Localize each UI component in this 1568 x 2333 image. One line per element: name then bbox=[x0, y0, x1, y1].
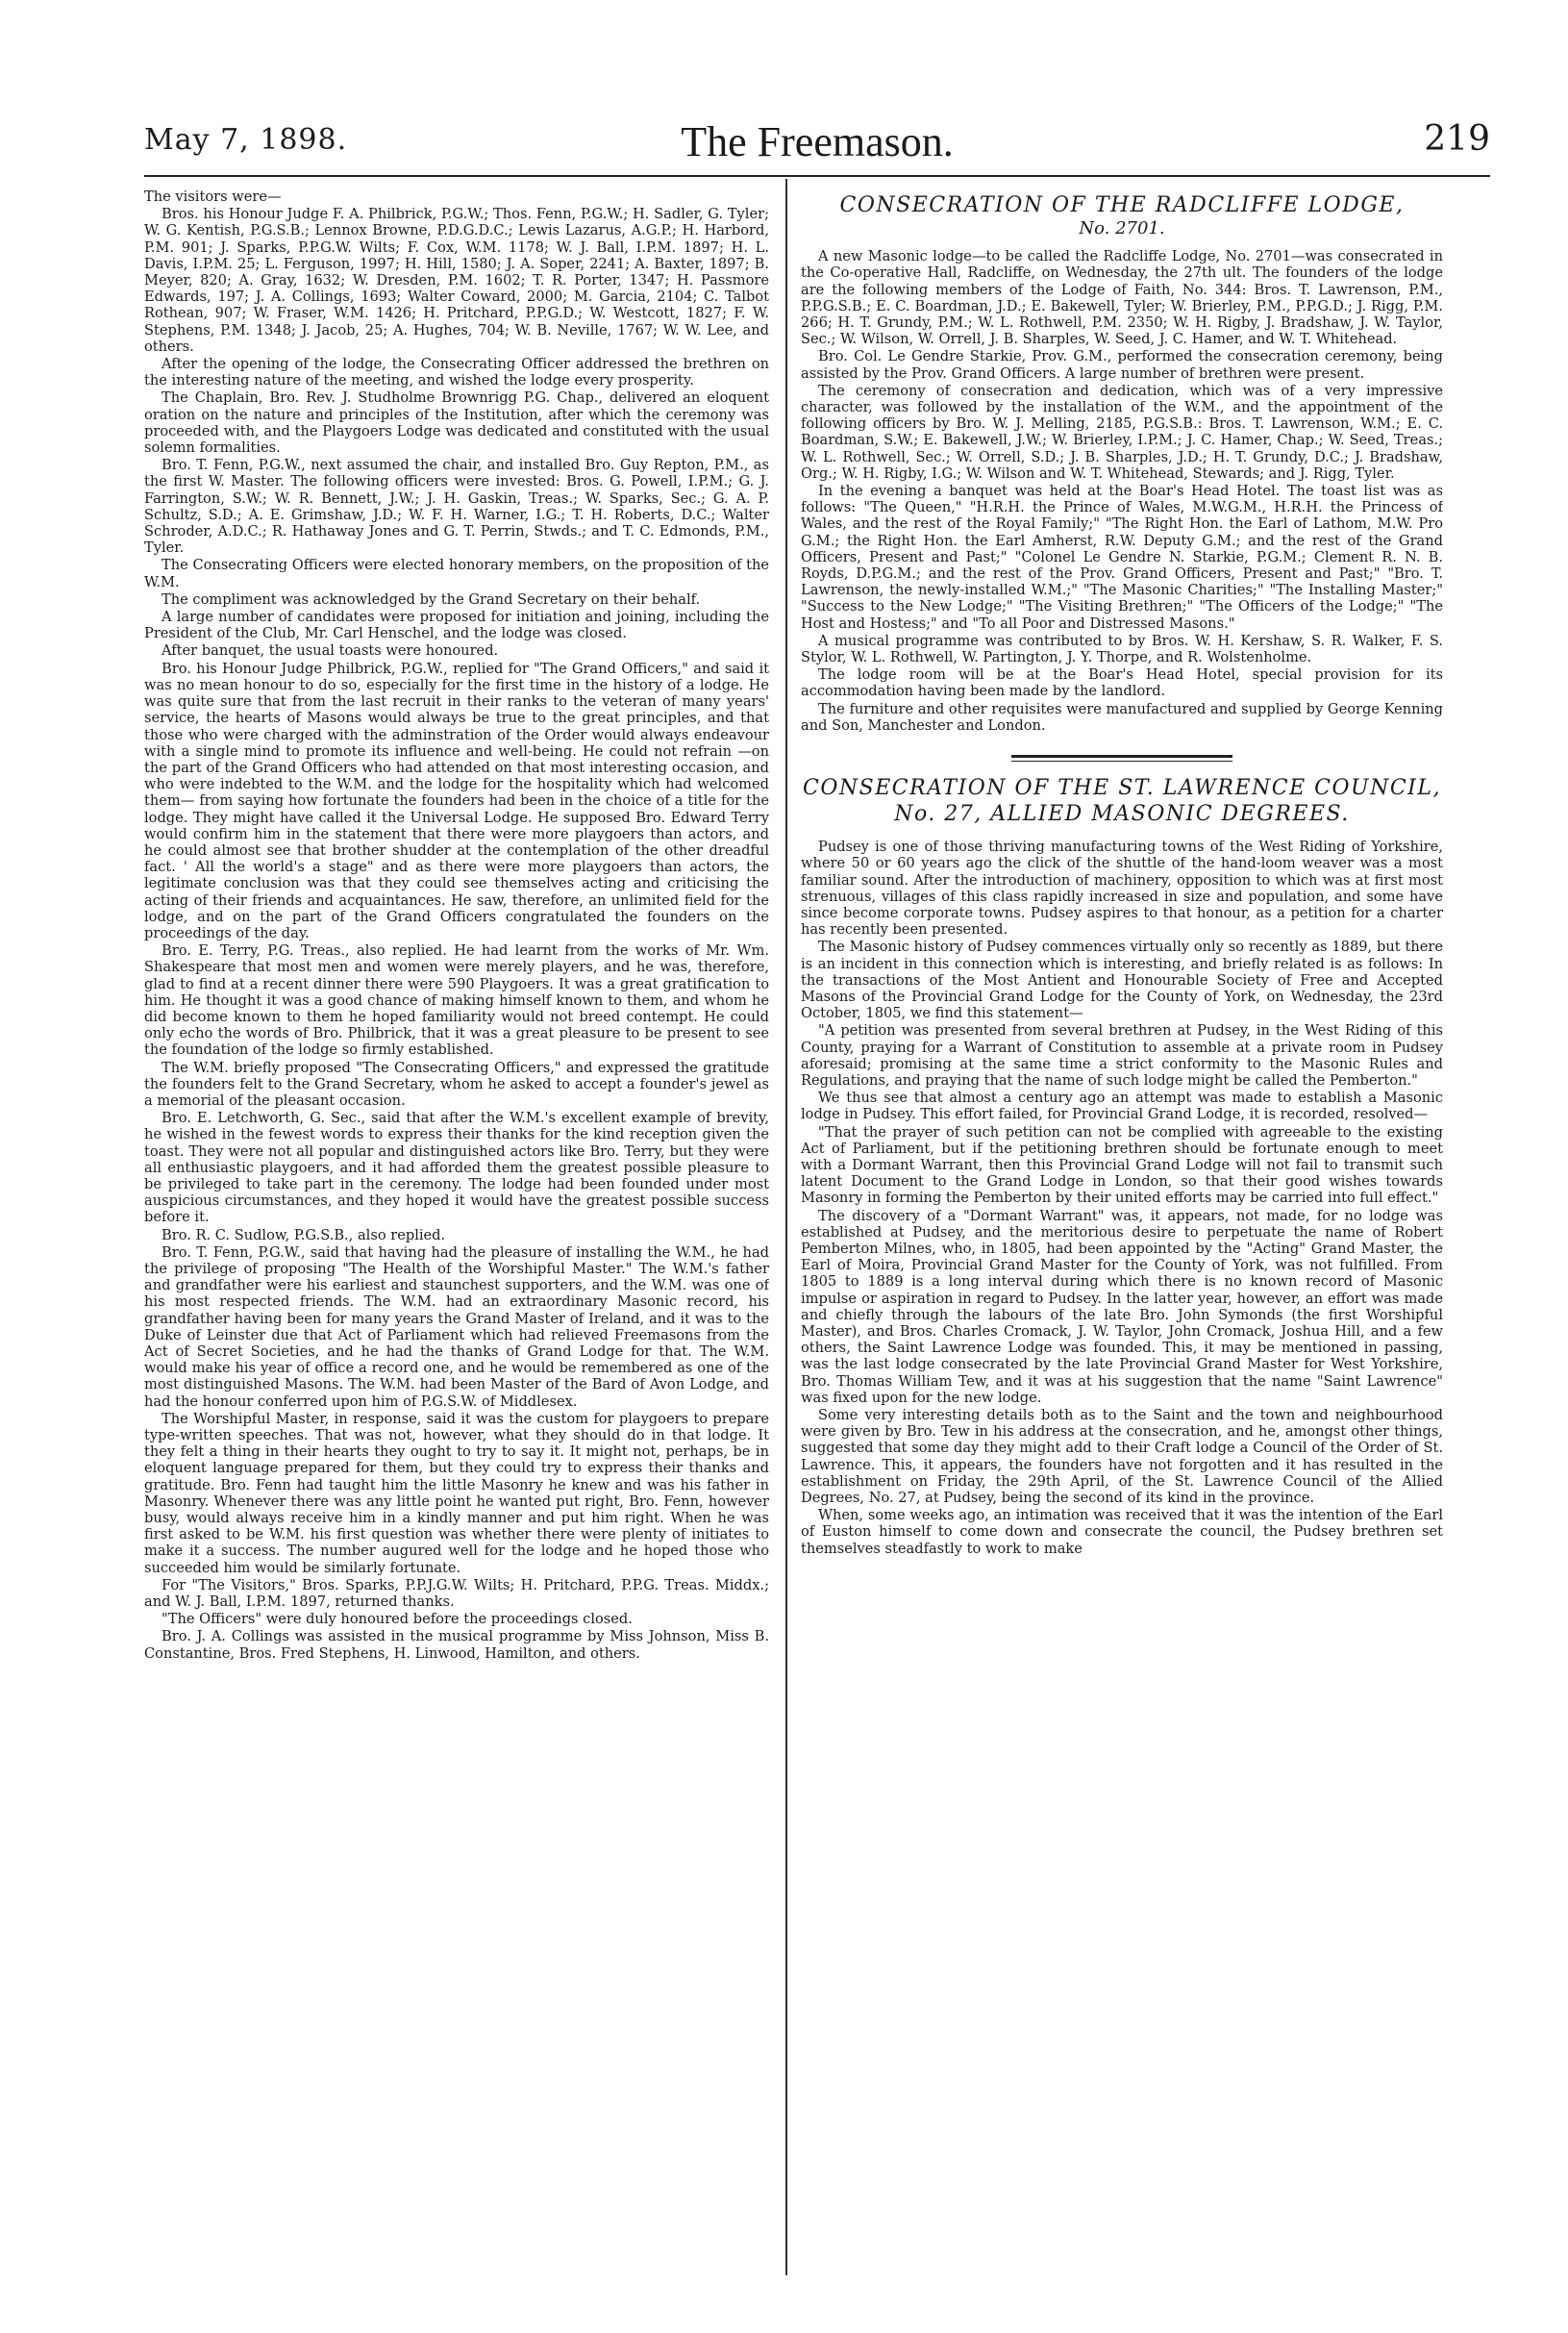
paragraph: A large number of candidates were proposed for initiation and joining, including the President of the Club, Mr. Carl Henschel, and the lodge was closed. bbox=[144, 609, 769, 642]
paragraph: Bro. E. Letchworth, G. Sec., said that after the W.M.'s excellent example of brevity, he wished in the fewest words to express their thanks for the kind reception given the toast. They were not all popular and distinguished actors like Bro. Terry, but they were all enthusiastic playgoers, and it had afforded them the greatest possible pleasure to be privileged to take part in the ceremony. The lodge had been founded under most auspicious circumstances, and they hoped it would have the greatest possible success before it. bbox=[144, 1110, 769, 1226]
paragraph: Pudsey is one of those thriving manufacturing towns of the West Riding of Yorkshire, where 50 or 60 years ago the click of the shuttle of the hand-loom weaver was a most familiar sound. After the introduction of machinery, opposition to which was at first most strenuous, villages of this class rapidly increased in size and population, and some have since become corporate towns. Pudsey aspires to that honour, as a petition for a charter has recently been presented. bbox=[801, 839, 1443, 939]
newspaper-title: The Freemason. bbox=[681, 118, 954, 165]
paragraph: Bro. his Honour Judge Philbrick, P.G.W., replied for "The Grand Officers," and said it was no mean honour to do so, especially for the first time in the history of a lodge. He was quite sure that from the last recruit in their ranks to the veteran of many years' service, the hearts of Masons would always be true to the great principles, and that those who were charged with the adminstration of the Order would always endeavour with a single mind to promote its influence and well-being. He could not refrain —on the part of the Grand Officers who had attended on that most interesting occasion, and who were indebted to the W.M. and the lodge for the hospitality which had welcomed them— from saying how fortunate the founders had been in the choice of a title for the lodge. They might have called it the Universal Lodge. He supposed Bro. Edward Terry would confirm him in the statement that there were more playgoers than actors, and he could almost see that brother shudder at the contemplation of the other dreadful fact. ' All the world's a stage" and as there were more playgoers than actors, the legitimate conclusion was that they could see themselves acting and criticising the acting of their friends and acquaintances. He saw, therefore, an unlimited field for the lodge, and on the part of the Grand Officers congratulated the founders on the proceedings of the day. bbox=[144, 660, 769, 941]
paragraph: Bro. R. C. Sudlow, P.G.S.B., also replied. bbox=[162, 1226, 446, 1243]
paragraph: For "The Visitors," Bros. Sparks, P.P.J.G.W. Wilts; H. Pritchard, P.P.G. Treas. Middx.; and W. J. Ball, I.P.M. 1897, returned thanks. bbox=[144, 1576, 769, 1611]
paragraph: Some very interesting details both as to the Saint and the town and neighbourhood were given by Bro. Tew in his address at the consecration, and he, amongst other things, suggested that some day they might add to their Craft lodge a Council of the Order of St. Lawrence. This, it appears, the founders have not forgotten and it has resulted in the establishment on Friday, the 29th April, of the St. Lawrence Council of the Allied Degrees, No. 27, at Pudsey, being the second of its kind in the province. bbox=[801, 1407, 1443, 1507]
paragraph: The ceremony of consecration and dedication, which was of a very impressive character, was followed by the installation of the W.M., and the appointment of the following officers by Bro. W. J. Melling, 2185, P.G.S.B.: Bros. T. Lawrenson, W.M.; E. C. Boardman, S.W.; E. Bakewell, J.W.; W. Brierley, I.P.M.; J. C. Hamer, Chap.; W. Seed, Treas.; W. L. Rothwell, Sec.; W. Orrell, S.D.; J. B. Sharples, J.D.; H. T. Grundy, D.C.; J. Bradshaw, Org.; W. H. Rigby, I.G.; W. Wilson and W. T. Whitehead, Stewards; and J. Rigg, Tyler. bbox=[801, 382, 1443, 482]
paragraph: When, some weeks ago, an intimation was received that it was the intention of the Earl of Euston himself to come down and consecrate the council, the Pudsey brethren set themselves steadfastly to work to make bbox=[801, 1507, 1443, 1557]
paragraph: Bro. Col. Le Gendre Starkie, Prov. G.M., performed the consecration ceremony, being assisted by the Prov. Grand Officers. A large number of brethren were present. bbox=[801, 348, 1443, 382]
paragraph: The furniture and other requisites were manufactured and supplied by George Kenning and Son, Manchester and London. bbox=[801, 700, 1443, 734]
paragraph: The W.M. briefly proposed "The Consecrating Officers," and expressed the gratitude the founders felt to the Grand Secretary, whom he asked to accept a founder's jewel as a memorial of the pleasant occasion. bbox=[144, 1059, 769, 1109]
paragraph: Bros. his Honour Judge F. A. Philbrick, P.G.W.; Thos. Fenn, P.G.W.; H. Sadler, G. Tyler; W. G. Kentish, P.G.S.B.; Lennox Browne, P.D.G.D.C.; Lewis Lazarus, A.G.P.; H. Harbord, P.M. 901; J. Sparks, P.P.G.W. Wilts; F. Cox, W.M. 1178; W. J. Ball, I.P.M. 1897; H. L. Davis, I.P.M. 25; L. Ferguson, 1997; H. Hill, 1580; J. A. Soper, 2241; A. Baxter, 1897; B. Meyer, 820; A. Gray, 1632; W. Dresden, P.M. 1602; T. R. Porter, 1347; H. Passmore Edwards, 197; J. A. Collings, 1693; Walter Coward, 2000; M. Garcia, 2104; C. Talbot Rothean, 907; W. Fraser, W.M. 1426; H. Pritchard, P.P.G.D.; W. Westcott, 1827; F. W. Stephens, P.M. 1348; J. Jacob, 25; A. Hughes, 704; W. B. Neville, 1767; W. W. Lee, and others. bbox=[144, 206, 769, 355]
paragraph: Bro. T. Fenn, P.G.W., said that having had the pleasure of installing the W.M., he had the privilege of proposing "The Health of the Worshipful Master." The W.M.'s father and grandfather were his earliest and staunchest supporters, and the W.M. was one of his most respected friends. The W.M. had an extraordinary Masonic record, his grandfather having been for many years the Grand Master of Ireland, and it was to the Duke of Leinster due that Act of Parliament which had relieved Freemasons from the Act of Secret Societies, and he had the thanks of Grand Lodge for that. The W.M. would make his year of office a record one, and he would be remembered as one of the most distinguished Masons. The W.M. had been Master of the Bard of Avon Lodge, and had the honour conferred upon him of P.G.S.W. of Middlesex. bbox=[144, 1243, 769, 1410]
paragraph: In the evening a banquet was held at the Boar's Head Hotel. The toast list was as follows: "The Queen," "H.R.H. the Prince of Wales, M.W.G.M., H.R.H. the Princess of Wales, and the rest of the Royal Family;" "The Right Hon. the Earl of Lathom, M.W. Pro G.M.; the Right Hon. the Earl Amherst, R.W. Deputy G.M.; and the rest of the Grand Officers, Present and Past;" "Colonel Le Gendre N. Starkie, P.G.M.; Clement R. N. B. Royds, D.P.G.M.; and the rest of the Prov. Grand Officers, Present and Past;" "Bro. T. Lawrenson, the newly-installed W.M.;" "The Masonic Charities;" "The Installing Master;" "Success to the New Lodge;" "The Visiting Brethren;" "The Officers of the Lodge;" "The Host and Hostess;" and "To all Poor and Distressed Masons." bbox=[801, 483, 1443, 632]
paragraph: The Masonic history of Pudsey commences virtually only so recently as 1889, but there is an incident in this connection which is interesting, and briefly related is as follows: In the transactions of the Most Antient and Honourable Society of Free and Accepted Masons of the Provincial Grand Lodge for the County of York, on Wednesday, the 23rd October, 1805, we find this statement— bbox=[801, 939, 1443, 1022]
paragraph: "The Officers" were duly honoured before the proceedings closed. bbox=[162, 1611, 633, 1628]
column-divider bbox=[785, 179, 787, 2275]
paragraph: Bro. J. A. Collings was assisted in the musical programme by Miss Johnson, Miss B. Constantine, Bros. Fred Stephens, H. Linwood, Hamilton, and others. bbox=[144, 1628, 769, 1662]
article-title-st-lawrence: CONSECRATION OF THE ST. LAWRENCE COUNCIL, No. 27, ALLIED MASONIC DEGREES. bbox=[803, 776, 1441, 827]
masthead bbox=[144, 117, 1490, 175]
quoted-paragraph: "That the prayer of such petition can not be complied with agreeable to the existing Act of Parliament, but if the petitioning brethren should be fortunate enough to meet with a Dormant Warrant, then this Provincial Grand Lodge will not fail to transmit such latent Document to the Grand Lodge in London, so that their good wishes towards Masonry in forming the Pemberton by their united efforts may be carried into full effect." bbox=[801, 1123, 1443, 1207]
paragraph: The Chaplain, Bro. Rev. J. Studholme Brownrigg P.G. Chap., delivered an eloquent oration on the nature and principles of the Institution, after which the ceremony was proceeded with, and the Playgoers Lodge was dedicated and constituted with the usual solemn formalities. bbox=[144, 389, 769, 457]
article-subtitle-radcliffe: No. 2701. bbox=[1079, 218, 1165, 238]
paragraph: After the opening of the lodge, the Consecrating Officer addressed the brethren on the interesting nature of the meeting, and wished the lodge every prosperity. bbox=[144, 356, 769, 389]
page-number: 219 bbox=[1424, 119, 1490, 159]
article-title-radcliffe: CONSECRATION OF THE RADCLIFFE LODGE, bbox=[839, 193, 1405, 217]
paragraph: After banquet, the usual toasts were honoured. bbox=[162, 642, 499, 660]
header-rule bbox=[144, 175, 1490, 177]
paragraph: Bro. E. Terry, P.G. Treas., also replied. He had learnt from the works of Mr. Wm. Shakespeare that most men and women were merely players, and he was, therefore, glad to find at a recent dinner there were 590 Playgoers. It was a great gratification to him. He thought it was a good chance of making himself known to them, and whom he did become known to them he hoped familiarity would not breed contempt. He could only echo the words of Bro. Philbrick, that it was a great pleasure to be present to see the foundation of the lodge so firmly established. bbox=[144, 942, 769, 1059]
paragraph: A new Masonic lodge—to be called the Radcliffe Lodge, No. 2701—was consecrated in the Co-operative Hall, Radcliffe, on Wednesday, the 27th ult. The founders of the lodge are the following members of the Lodge of Faith, No. 344: Bros. T. Lawrenson, P.M., P.P.G.S.B.; E. C. Boardman, J.D.; E. Bakewell, Tyler; W. Brierley, P.M., P.P.G.D.; J. Rigg, P.M. 266; H. T. Grundy, P.M.; W. L. Rothwell, P.M. 2350; W. H. Rigby, J. Bradshaw, J. W. Taylor, Sec.; W. Wilson, W. Orrell, J. B. Sharples, W. Seed, J. C. Hamer, and W. T. Whitehead. bbox=[801, 248, 1443, 348]
section-divider bbox=[1011, 755, 1232, 762]
paragraph: The Consecrating Officers were elected honorary members, on the proposition of the W.M. bbox=[144, 557, 769, 590]
left-column bbox=[144, 188, 769, 2295]
right-column bbox=[801, 188, 1443, 2295]
paragraph: The compliment was acknowledged by the Grand Secretary on their behalf. bbox=[162, 590, 701, 608]
issue-date: May 7, 1898. bbox=[144, 123, 348, 157]
paragraph: The Worshipful Master, in response, said it was the custom for playgoers to prepare type-written speeches. That was not, however, what they should do in that lodge. It they felt a thing in their hearts they ought to try to say it. It might not, perhaps, be in eloquent language prepared for them, but they could try to express their thanks and gratitude. Bro. Fenn had taught him the little Masonry he knew and was his father in Masonry. Whenever there was any little point he wanted put right, Bro. Fenn, however busy, would always receive him in a kindly manner and put him right. When he was first asked to be W.M. his first question was whether there were plenty of initiates to make it a success. The number augured well for the lodge and he hoped those who succeeded him would be similarly fortunate. bbox=[144, 1410, 769, 1576]
paragraph: Bro. T. Fenn, P.G.W., next assumed the chair, and installed Bro. Guy Repton, P.M., as the first W. Master. The following officers were invested: Bros. G. Powell, I.P.M.; G. J. Farrington, S.W.; W. R. Bennett, J.W.; J. H. Gaskin, Treas.; W. Sparks, Sec.; G. A. P. Schultz, S.D.; A. E. Grimshaw, J.D.; W. F. H. Warner, I.G.; T. H. Roberts, D.C.; Walter Schroder, A.D.C.; R. Hathaway Jones and G. T. Perrin, Stwds.; and T. C. Edmonds, P.M., Tyler. bbox=[144, 457, 769, 557]
paragraph: The discovery of a "Dormant Warrant" was, it appears, not made, for no lodge was established at Pudsey, and the meritorious desire to perpetuate the name of Robert Pemberton Milnes, who, in 1805, had been appointed by the "Acting" Grand Master, the Earl of Moira, Provincial Grand Master for the County of York, was not fulfilled. From 1805 to 1889 is a long interval during which there is no known record of Masonic impulse or aspiration in regard to Pudsey. In the latter year, however, an effort was made and chiefly through the labours of the late Bro. John Symonds (the first Worshipful Master), and Bros. Charles Cromack, J. W. Taylor, John Cromack, Joshua Hill, and a few others, the Saint Lawrence Lodge was founded. This, it may be mentioned in passing, was the last lodge consecrated by the late Provincial Grand Master for West Yorkshire, Bro. Thomas William Tew, and it was at his suggestion that the name "Saint Lawrence" was fixed upon for the new lodge. bbox=[801, 1207, 1443, 1406]
quoted-paragraph: "A petition was presented from several brethren at Pudsey, in the West Riding of this County, praying for a Warrant of Constitution to assemble at a private room in Pudsey aforesaid; promising at the same time a strict conformity to the Masonic Rules and Regulations, and praying that the name of such lodge might be called the Pemberton." bbox=[801, 1022, 1443, 1089]
paragraph: A musical programme was contributed to by Bros. W. H. Kershaw, S. R. Walker, F. S. Stylor, W. L. Rothwell, W. Partington, J. Y. Thorpe, and R. Wolstenholme. bbox=[801, 632, 1443, 666]
paragraph: The lodge room will be at the Boar's Head Hotel, special provision for its accommodation having been made by the landlord. bbox=[801, 666, 1443, 700]
paragraph: We thus see that almost a century ago an attempt was made to establish a Masonic lodge in Pudsey. This effort failed, for Provincial Grand Lodge, it is recorded, resolved— bbox=[801, 1090, 1443, 1123]
paragraph: The visitors were— bbox=[144, 188, 282, 205]
